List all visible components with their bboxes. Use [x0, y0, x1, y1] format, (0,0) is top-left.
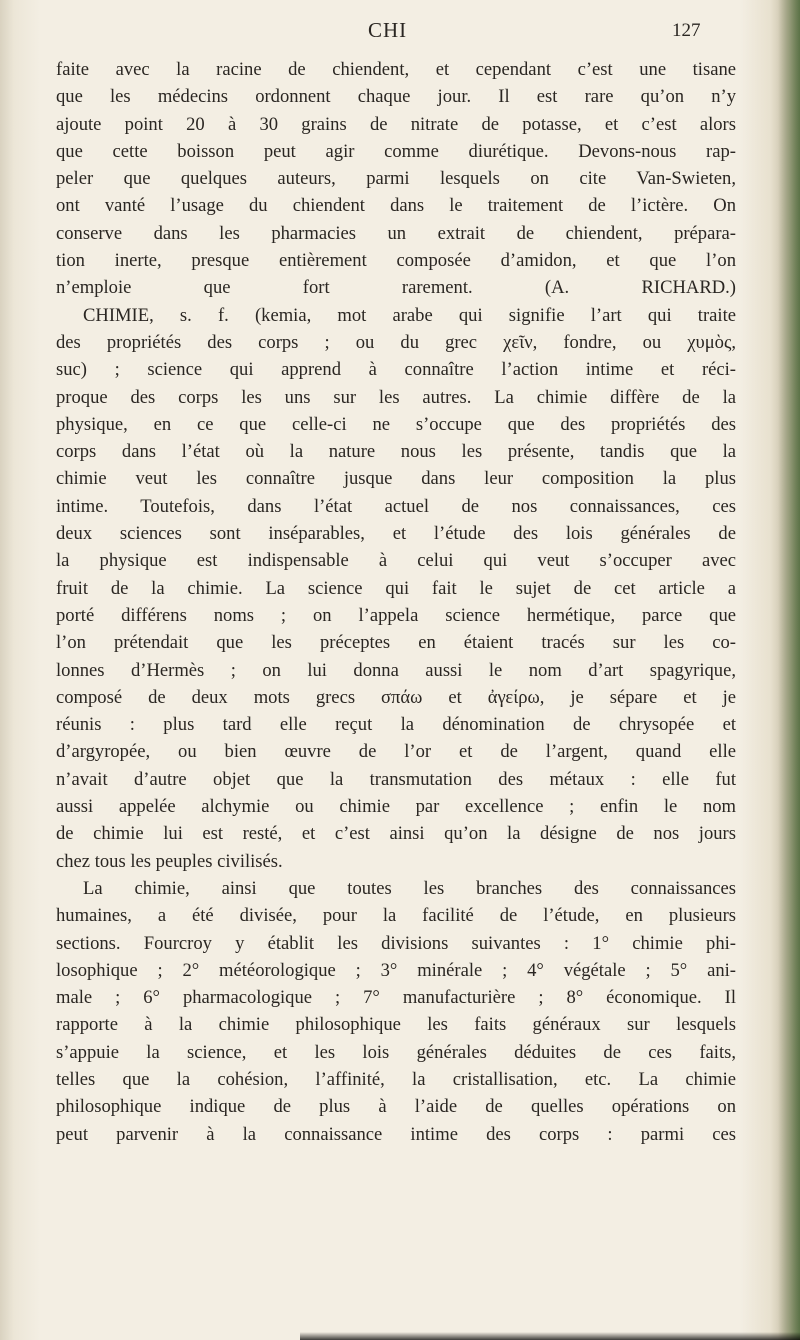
text-line: humaines, a été divisée, pour la facilité de l’étude, en plusieurs: [56, 905, 736, 927]
text-line: fruit de la chimie. La science qui fait le sujet de cet article a: [56, 577, 736, 599]
bottom-edge-shadow: [300, 1332, 800, 1340]
text-line: aussi appelée alchymie ou chimie par excellence ; enfin le nom: [56, 796, 736, 818]
text-line: chez tous les peuples civilisés.: [56, 850, 283, 872]
running-head: CHI: [368, 18, 408, 42]
text-line: ajoute point 20 à 30 grains de nitrate de potasse, et c’est alors: [56, 113, 736, 135]
text-line: la physique est indispensable à celui qui veut s’occuper avec: [56, 550, 736, 572]
paragraph-chiendent: [56, 56, 736, 302]
text-line: sections. Fourcroy y établit les divisions suivantes : 1° chimie phi-: [56, 932, 736, 954]
text-line: que les médecins ordonnent chaque jour. Il est rare qu’on n’y: [56, 86, 736, 108]
text-line: lonnes d’Hermès ; on lui donna aussi le nom d’art spagyrique,: [56, 659, 736, 681]
text-line: s’appuie la science, et les lois générales déduites de ces faits,: [56, 1041, 736, 1063]
text-line: telles que la cohésion, l’affinité, la cristallisation, etc. La chimie: [56, 1068, 736, 1090]
text-line: suc) ; science qui apprend à connaître l’action intime et réci-: [56, 359, 736, 381]
text-line: composé de deux mots grecs σπάω et ἀγείρω, je sépare et je: [56, 686, 736, 708]
text-line: tion inerte, presque entièrement composée d’amidon, et que l’on: [56, 250, 736, 272]
text-line: philosophique indique de plus à l’aide de quelles opérations on: [56, 1096, 736, 1118]
text-line: réunis : plus tard elle reçut la dénomination de chrysopée et: [56, 714, 736, 736]
text-line: ont vanté l’usage du chiendent dans le traitement de l’ictère. On: [56, 195, 736, 217]
text-line: des propriétés des corps ; ou du grec χεῖν, fondre, ou χυμὸς,: [56, 331, 736, 353]
text-line: n’avait d’autre objet que la transmutation des métaux : elle fut: [56, 768, 736, 790]
text-line: faite avec la racine de chiendent, et cependant c’est une tisane: [56, 59, 736, 80]
paragraph-chimie-definition: [56, 302, 736, 875]
text-line: La chimie, ainsi que toutes les branches des connaissances: [83, 877, 736, 899]
text-line: male ; 6° pharmacologique ; 7° manufacturière ; 8° économique. Il: [56, 987, 736, 1009]
text-line: peler que quelques auteurs, parmi lesquels on cite Van-Swieten,: [56, 168, 736, 190]
page-edge-shadow: [778, 0, 800, 1340]
page-number: 127: [672, 20, 701, 41]
text-line: intime. Toutefois, dans l’état actuel de nos connaissances, ces: [56, 495, 736, 517]
text-line: losophique ; 2° météorologique ; 3° minérale ; 4° végétale ; 5° ani-: [56, 959, 736, 981]
text-line: de chimie lui est resté, et c’est ainsi qu’on la désigne de nos jours: [56, 823, 736, 845]
text-line: deux sciences sont inséparables, et l’étude des lois générales de: [56, 523, 736, 545]
text-line: que cette boisson peut agir comme diurétique. Devons-nous rap-: [56, 140, 736, 162]
paragraph-chimie-divisions: [56, 875, 736, 1148]
text-line: conserve dans les pharmacies un extrait de chiendent, prépara-: [56, 222, 736, 244]
text-line: rapporte à la chimie philosophique les faits généraux sur lesquels: [56, 1014, 736, 1036]
text-line: proque des corps les uns sur les autres. La chimie diffère de la: [56, 386, 736, 408]
text-line: corps dans l’état où la nature nous les présente, tandis que la: [56, 441, 736, 463]
text-line: peut parvenir à la connaissance intime des corps : parmi ces: [56, 1123, 736, 1145]
text-line-signature: n’emploie que fort rarement. (A. RICHARD.): [56, 277, 736, 299]
text-line: porté différens noms ; on l’appela science hermétique, parce que: [56, 604, 736, 626]
body-text: [56, 56, 736, 1148]
text-line: chimie veut les connaître jusque dans leur composition la plus: [56, 468, 736, 490]
text-line: physique, en ce que celle-ci ne s’occupe que des propriétés des: [56, 413, 736, 435]
page-header: [0, 18, 800, 58]
text-line: l’on prétendait que les préceptes en étaient tracés sur les co-: [56, 632, 736, 654]
entry-headword-line: CHIMIE, s. f. (kemia, mot arabe qui signifie l’art qui traite: [83, 304, 736, 326]
text-line: d’argyropée, ou bien œuvre de l’or et de l’argent, quand elle: [56, 741, 736, 763]
